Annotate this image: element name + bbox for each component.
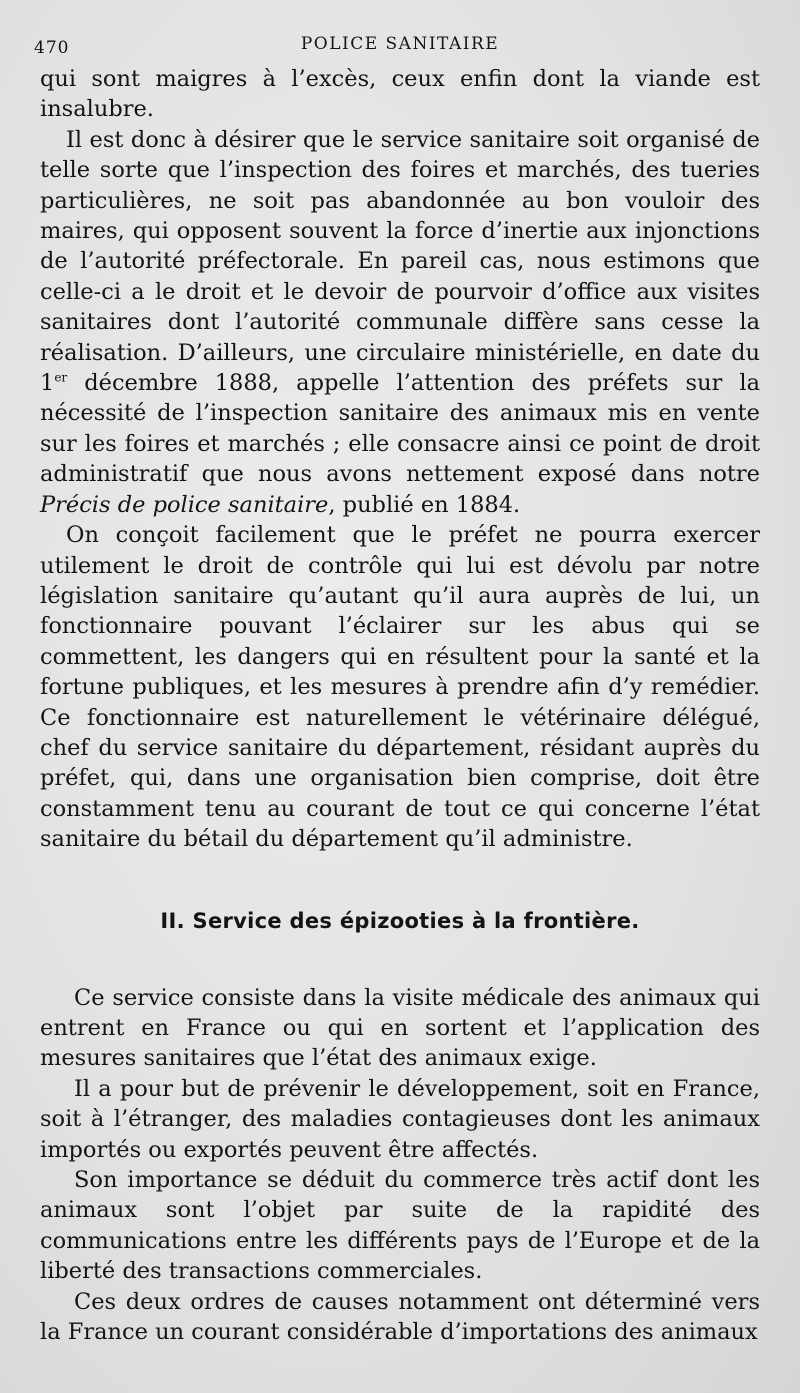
page-number: 470 <box>34 38 70 58</box>
continuation-paragraph: qui sont maigres à l’excès, ceux enfin dont la viande est insalubre. <box>40 66 760 123</box>
ordinal-superscript: er <box>54 370 68 385</box>
running-title: POLICE SANITAIRE <box>300 34 500 54</box>
section-two-text <box>40 983 760 1348</box>
paragraph-inspection-text: Il est donc à désirer que le service sanitaire soit organisé de telle sorte que l’inspection des foires et marchés, des tueries particulières, ne soit pas abandonnée au bon vouloir des maires, qui opposent souvent la force d’inertie aux injonctions de l’autorité préfectorale. En pareil cas, nous estimons que celle-ci a le droit et le devoir de pourvoir d’office aux visites sanitaires dont l’autorité communale diffère sans cesse la réalisation. D’ailleurs, une circulaire ministérielle, en date du 1 <box>40 126 760 397</box>
paragraph-prefect: On conçoit facilement que le préfet ne pourra exercer utilement le droit de contrôle qui lui est dévolu par notre législation sanitaire qu’autant qu’il aura auprès de lui, un fonctionnaire pouvant l’éclairer sur les abus qui se commettent, les dangers qui en résultent pour la santé et la fortune publiques, et les mesures à prendre afin d’y remédier. Ce fonctionnaire est naturellement le vétérinaire délégué, chef du service sanitaire du département, résidant auprès du préfet, qui, dans une organisation bien comprise, doit être constamment tenu au courant de tout ce qui concerne l’état sanitaire du bétail du département qu’il administre. <box>40 522 760 853</box>
paragraph-purpose: Il a pour but de prévenir le développement, soit en France, soit à l’étranger, des maladies contagieuses dont les animaux importés ou exportés peuvent être affectés. <box>40 1075 760 1163</box>
running-head <box>34 30 760 64</box>
paragraph-inspection-ending: , publié en 1884. <box>328 491 521 518</box>
paragraph-inspection <box>40 125 760 520</box>
paragraph-inspection-text-cont: décembre 1888, appelle l’attention des préfets sur la nécessité de l’inspection sanitaire des animaux mis en vente sur les foires et marchés ; elle consacre ainsi ce point de droit administratif que nous avons nettement exposé dans notre <box>40 370 760 488</box>
section-heading: II. Service des épizooties à la frontière. <box>160 908 640 933</box>
section-one-text <box>40 64 760 855</box>
paragraph-causes: Ces deux ordres de causes notamment ont déterminé vers la France un courant considérable d’importations des animaux <box>40 1288 760 1346</box>
book-title-italic: Précis de police sanitaire <box>40 491 329 518</box>
paragraph-service-definition: Ce service consiste dans la visite médicale des animaux qui entrent en France ou qui en sortent et l’application des mesures sanitaires que l’état des animaux exige. <box>40 984 760 1072</box>
paragraph-importance: Son importance se déduit du commerce très actif dont les animaux sont l’objet par suite de la rapidité des communications entre les différents pays de l’Europe et de la liberté des transactions commerciales. <box>40 1167 760 1285</box>
